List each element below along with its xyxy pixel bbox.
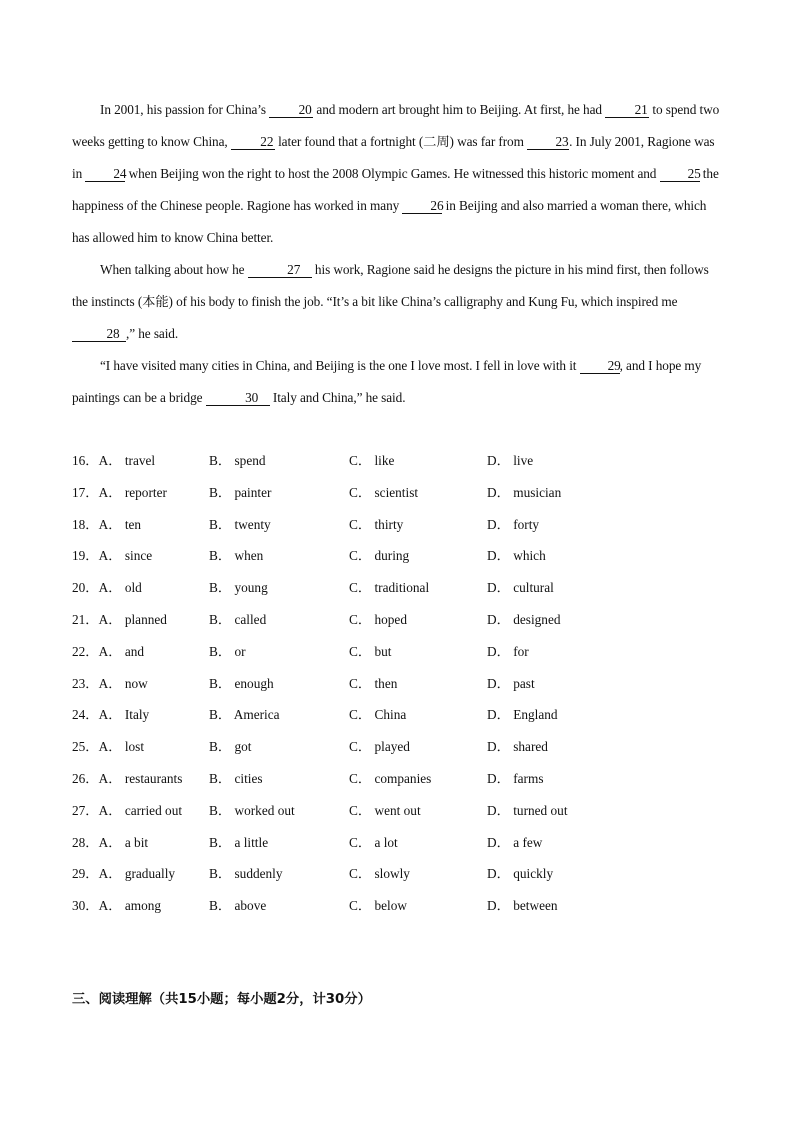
option-b[interactable]: B． cities bbox=[209, 770, 263, 786]
option-d[interactable]: D． between bbox=[487, 898, 558, 914]
option-d[interactable]: D． which bbox=[487, 548, 546, 564]
blank-25[interactable]: 25 bbox=[660, 167, 700, 182]
option-d[interactable]: D． a few bbox=[487, 834, 543, 850]
option-b[interactable]: B． worked out bbox=[209, 802, 295, 818]
blank-24[interactable]: 24 bbox=[85, 167, 125, 182]
option-c[interactable]: C． China bbox=[349, 707, 407, 723]
question-row bbox=[72, 636, 752, 668]
paragraph-2 bbox=[72, 254, 724, 350]
option-c[interactable]: C． like bbox=[349, 453, 395, 468]
option-c[interactable]: C． during bbox=[349, 548, 410, 564]
question-row bbox=[72, 731, 752, 763]
option-d[interactable]: D． forty bbox=[487, 516, 540, 532]
text: “I have visited many cities in China, and Beijing is the one I love most. I fell in love with it bbox=[100, 358, 580, 373]
option-c[interactable]: C． slowly bbox=[349, 866, 410, 882]
option-b[interactable]: B． painter bbox=[209, 484, 272, 500]
option-c[interactable]: C． hoped bbox=[349, 611, 407, 627]
text: and modern art brought him to Beijing. At first, he had bbox=[313, 102, 606, 117]
option-d[interactable]: D． live bbox=[487, 453, 534, 468]
question-row bbox=[72, 540, 752, 572]
question-row bbox=[72, 572, 752, 604]
option-a[interactable]: 26．A． restaurants bbox=[72, 770, 183, 786]
option-b[interactable]: B． twenty bbox=[209, 516, 271, 532]
question-row bbox=[72, 795, 752, 827]
blank-27[interactable]: 27 bbox=[248, 263, 312, 278]
cloze-passage bbox=[72, 94, 724, 414]
blank-20[interactable]: 20 bbox=[269, 103, 313, 118]
option-b[interactable]: B． young bbox=[209, 580, 268, 596]
option-d[interactable]: D． shared bbox=[487, 739, 548, 755]
option-c[interactable]: C． played bbox=[349, 739, 410, 755]
question-row bbox=[72, 827, 752, 859]
paragraph-3 bbox=[72, 350, 724, 414]
option-a[interactable]: 17．A． reporter bbox=[72, 484, 167, 500]
blank-29[interactable]: 29 bbox=[580, 359, 620, 374]
option-a[interactable]: 21．A． planned bbox=[72, 611, 167, 627]
option-c[interactable]: C． scientist bbox=[349, 484, 419, 500]
text: ,” he said. bbox=[126, 326, 179, 341]
option-a[interactable]: 27．A． carried out bbox=[72, 802, 183, 818]
section-heading: 三、阅读理解（共15小题；每小题2分，计30分） bbox=[72, 992, 371, 1007]
question-row bbox=[72, 604, 752, 636]
option-d[interactable]: D． turned out bbox=[487, 802, 568, 818]
option-b[interactable]: B． when bbox=[209, 548, 264, 564]
question-row bbox=[72, 509, 752, 541]
option-c[interactable]: C． but bbox=[349, 643, 392, 659]
option-a[interactable]: 22．A． and bbox=[72, 643, 145, 659]
option-c[interactable]: C． traditional bbox=[349, 580, 430, 596]
blank-23[interactable]: 23 bbox=[527, 135, 569, 150]
option-b[interactable]: B． America bbox=[209, 707, 280, 723]
text: . In July 2001, Ragione was in bbox=[72, 134, 715, 181]
option-a[interactable]: 23．A． now bbox=[72, 675, 148, 691]
option-c[interactable]: C． companies bbox=[349, 770, 432, 786]
option-d[interactable]: D． cultural bbox=[487, 580, 554, 596]
option-c[interactable]: C． thirty bbox=[349, 516, 404, 532]
option-b[interactable]: B． suddenly bbox=[209, 866, 283, 882]
text: when Beijing won the right to host the 2008 Olympic Games. He witnessed this historic moment and bbox=[125, 166, 660, 181]
option-d[interactable]: D． past bbox=[487, 675, 535, 691]
text: later found that a fortnight (二周) was far from bbox=[274, 134, 528, 149]
blank-26[interactable]: 26 bbox=[402, 199, 442, 214]
text: In 2001, his passion for China’s bbox=[100, 102, 270, 117]
blank-22[interactable]: 22 bbox=[231, 135, 275, 150]
option-a[interactable]: 20．A． old bbox=[72, 580, 142, 596]
option-a[interactable]: 30．A． among bbox=[72, 898, 162, 914]
option-a[interactable]: 19．A． since bbox=[72, 548, 153, 564]
option-d[interactable]: D． for bbox=[487, 643, 529, 659]
option-a[interactable]: 29．A． gradually bbox=[72, 866, 176, 882]
question-row bbox=[72, 477, 752, 509]
question-row bbox=[72, 890, 752, 922]
option-a[interactable]: 16．A． travel bbox=[72, 453, 156, 468]
text: in Beijing and also married a woman there, which has allowed him to know China better. bbox=[72, 198, 707, 245]
option-a[interactable]: 18．A． ten bbox=[72, 516, 142, 532]
text: to spend two weeks getting to know China, bbox=[72, 102, 720, 149]
question-row bbox=[72, 763, 752, 795]
option-a[interactable]: 28．A． a bit bbox=[72, 834, 149, 850]
question-row bbox=[72, 668, 752, 700]
option-b[interactable]: B． spend bbox=[209, 453, 266, 468]
option-a[interactable]: 24．A． Italy bbox=[72, 707, 150, 723]
option-d[interactable]: D． England bbox=[487, 707, 558, 723]
blank-28[interactable]: 28 bbox=[72, 327, 126, 342]
question-row bbox=[72, 445, 752, 477]
option-c[interactable]: C． a lot bbox=[349, 834, 398, 850]
blank-30[interactable]: 30 bbox=[206, 391, 270, 406]
option-b[interactable]: B． above bbox=[209, 898, 267, 914]
option-d[interactable]: D． quickly bbox=[487, 866, 554, 882]
paragraph-1 bbox=[72, 94, 724, 254]
question-row bbox=[72, 699, 752, 731]
option-b[interactable]: B． or bbox=[209, 643, 246, 659]
option-c[interactable]: C． below bbox=[349, 898, 407, 914]
option-b[interactable]: B． enough bbox=[209, 675, 274, 691]
text: the happiness of the Chinese people. Ragione has worked in many bbox=[72, 166, 719, 213]
option-d[interactable]: D． musician bbox=[487, 484, 562, 500]
option-b[interactable]: B． a little bbox=[209, 834, 269, 850]
option-d[interactable]: D． farms bbox=[487, 770, 544, 786]
text: When talking about how he bbox=[100, 262, 248, 277]
options-list bbox=[72, 445, 752, 922]
text: his work, Ragione said he designs the picture in his mind first, then follows the instincts (本能) of his body to finish the job. “It’s a bit like China’s calligraphy and Kung Fu, which inspired me bbox=[72, 262, 709, 309]
option-a[interactable]: 25．A． lost bbox=[72, 739, 145, 755]
text: Italy and China,” he said. bbox=[269, 390, 406, 405]
option-c[interactable]: C． went out bbox=[349, 802, 421, 818]
option-b[interactable]: B． called bbox=[209, 611, 267, 627]
blank-21[interactable]: 21 bbox=[605, 103, 649, 118]
option-c[interactable]: C． then bbox=[349, 675, 398, 691]
option-b[interactable]: B． got bbox=[209, 739, 252, 755]
text: , and I hope my paintings can be a bridge bbox=[72, 358, 702, 405]
question-row bbox=[72, 858, 752, 890]
option-d[interactable]: D． designed bbox=[487, 611, 561, 627]
